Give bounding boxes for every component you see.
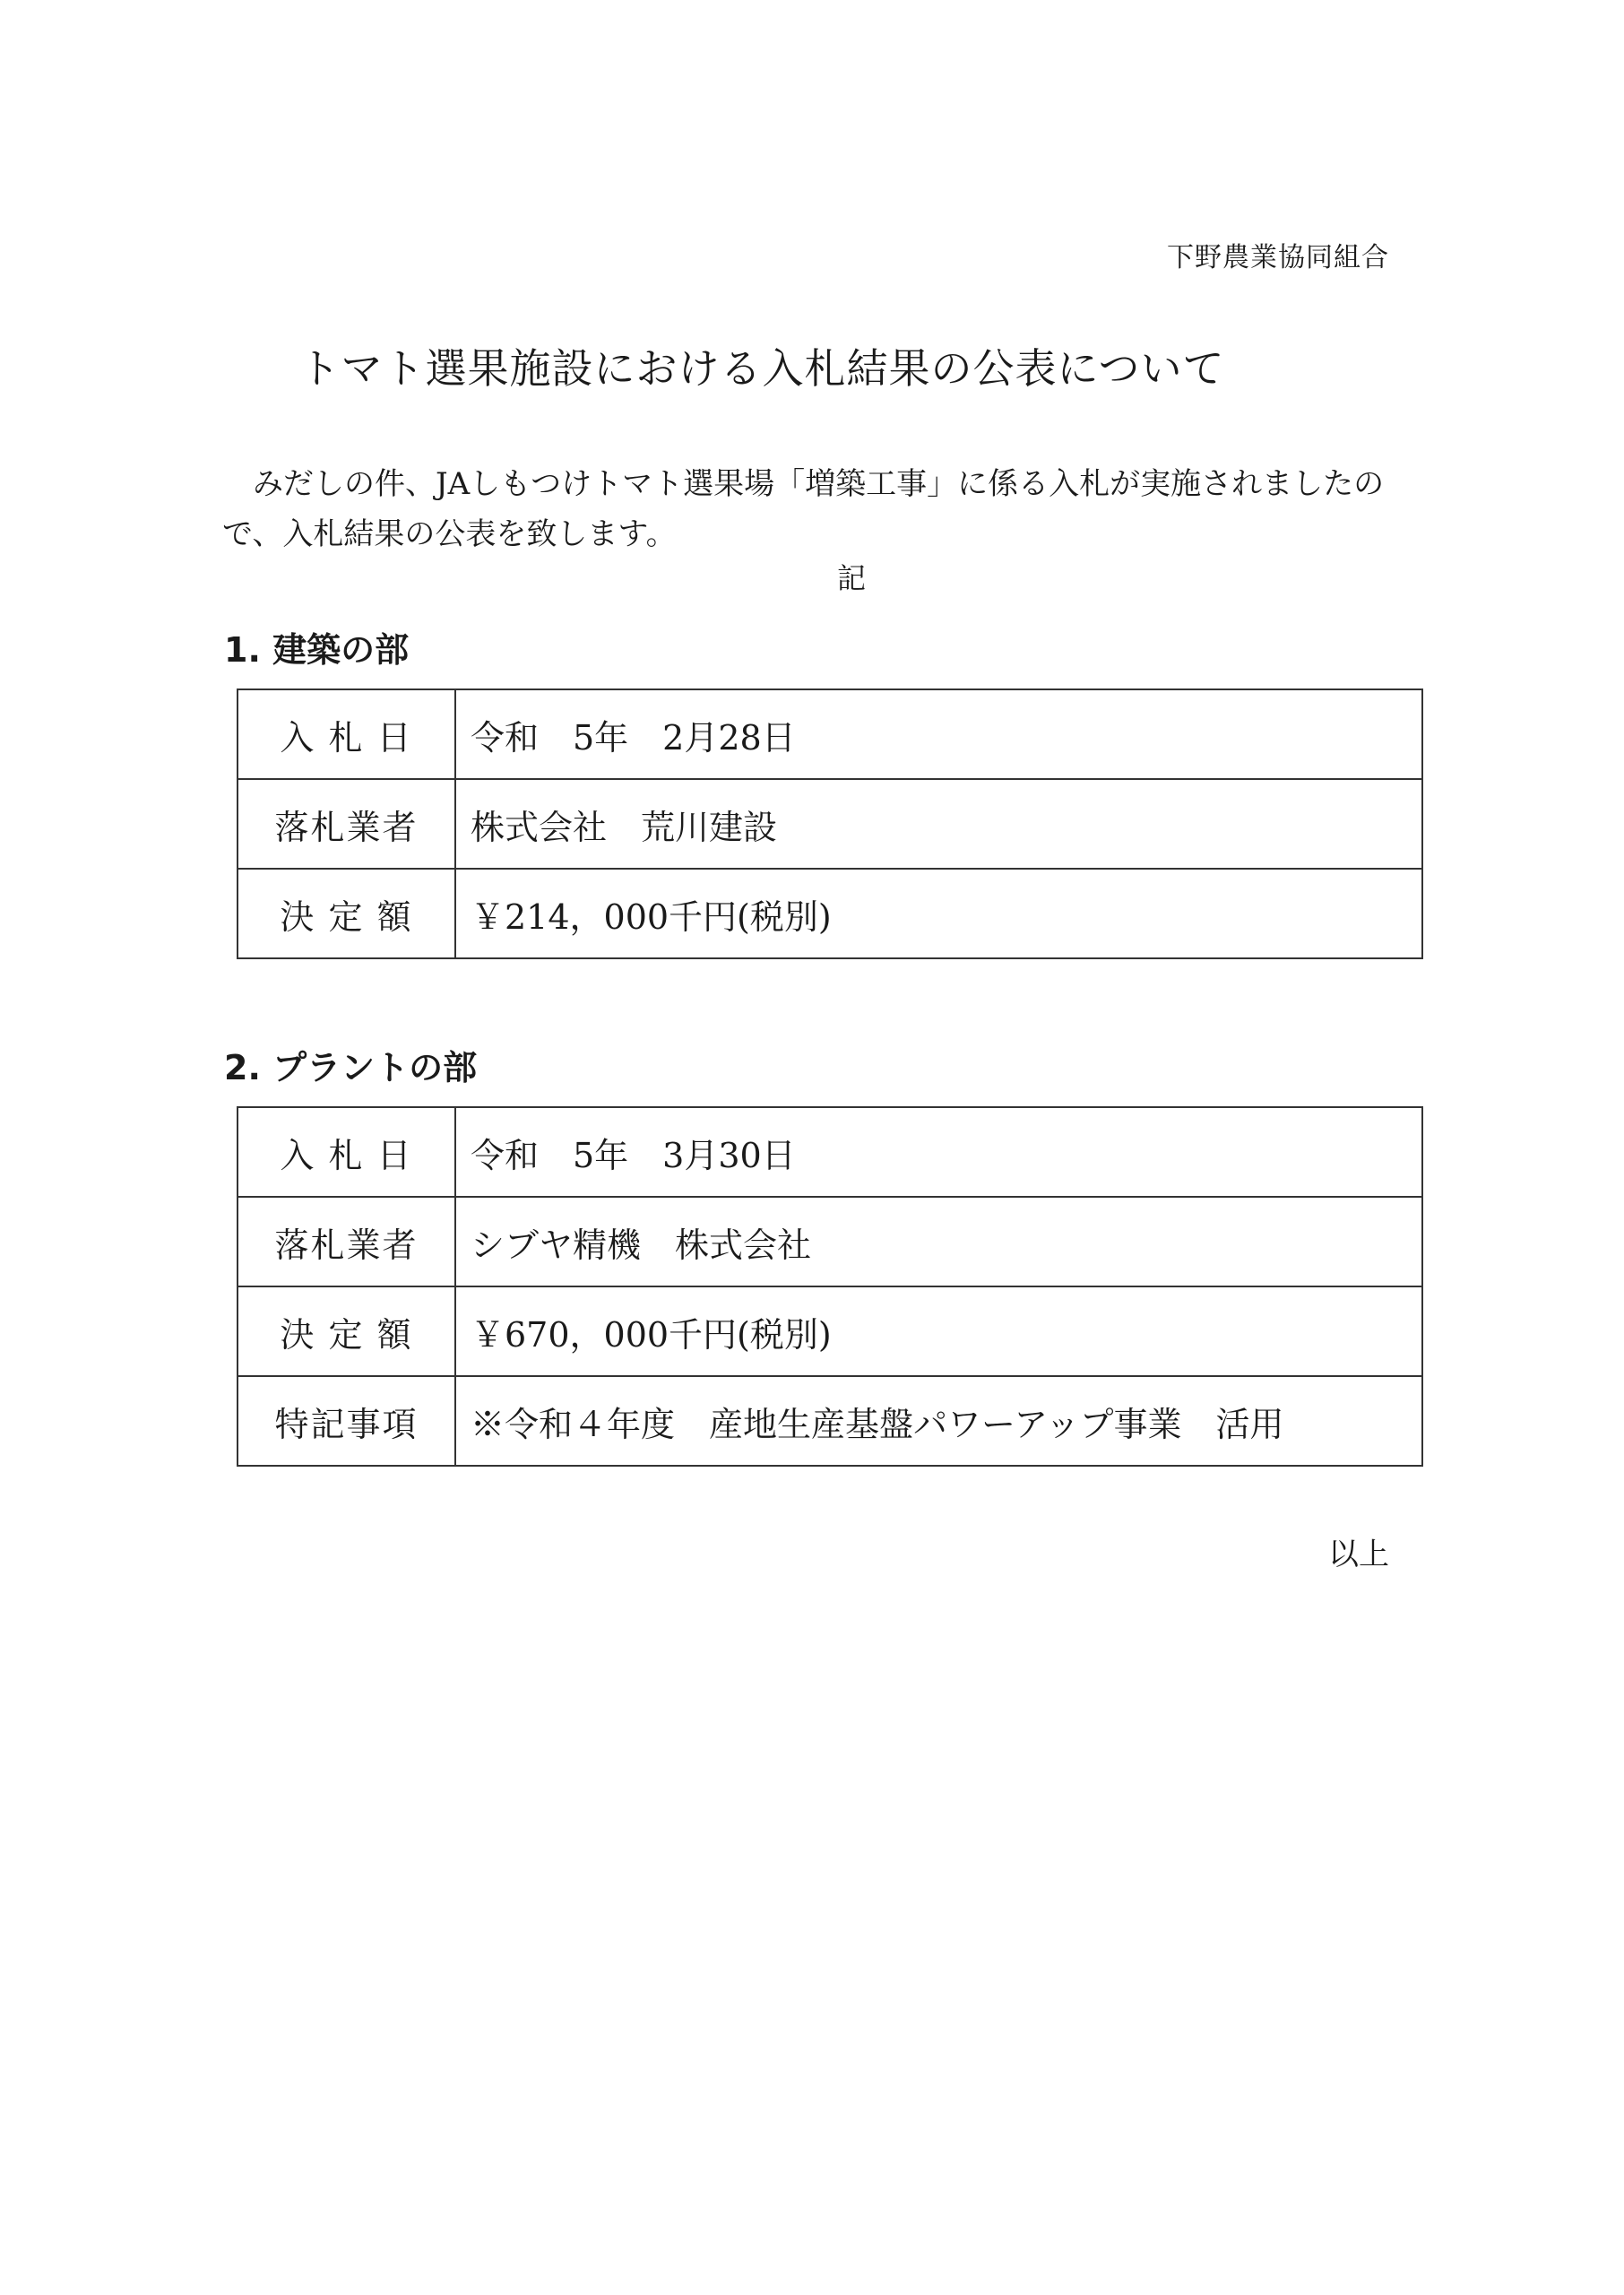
table-row: [238, 689, 1422, 779]
section-title-plant: 2. プラントの部: [224, 1048, 478, 1087]
row-label: 入 札 日: [238, 689, 455, 779]
row-value: 株式会社 荒川建設: [455, 779, 1422, 869]
row-label: 決 定 額: [238, 1286, 455, 1376]
building-table: [237, 688, 1423, 959]
closing-mark: 以上: [1328, 1537, 1389, 1572]
table-row: [238, 779, 1422, 869]
document-title: トマト選果施設における入札結果の公表について: [298, 344, 1225, 393]
row-label: 落札業者: [238, 779, 455, 869]
row-value: シブヤ精機 株式会社: [455, 1197, 1422, 1286]
intro-paragraph: みだしの件、JAしもつけトマト選果場「増築工事」に係る入札が実施されましたので、入札結果の公表を致します。: [222, 466, 1385, 552]
row-label: 入 札 日: [238, 1107, 455, 1197]
plant-table: [237, 1106, 1423, 1467]
table-row: [238, 1107, 1422, 1197]
row-label: 落札業者: [238, 1197, 455, 1286]
row-value: ※令和４年度 産地生産基盤パワーアップ事業 活用: [455, 1376, 1422, 1466]
ki-marker: 記: [836, 561, 866, 595]
row-label: 決 定 額: [238, 869, 455, 958]
table-row: [238, 1197, 1422, 1286]
table-row: [238, 1376, 1422, 1466]
section-title-building: 1. 建築の部: [224, 630, 410, 670]
table-row: [238, 1286, 1422, 1376]
organization-name: 下野農業協同組合: [1167, 242, 1389, 273]
row-value: ￥214，000千円(税別): [455, 869, 1422, 958]
row-value: ￥670，000千円(税別): [455, 1286, 1422, 1376]
table-row: [238, 869, 1422, 958]
row-value: 令和 5年 2月28日: [455, 689, 1422, 779]
row-label: 特記事項: [238, 1376, 455, 1466]
row-value: 令和 5年 3月30日: [455, 1107, 1422, 1197]
